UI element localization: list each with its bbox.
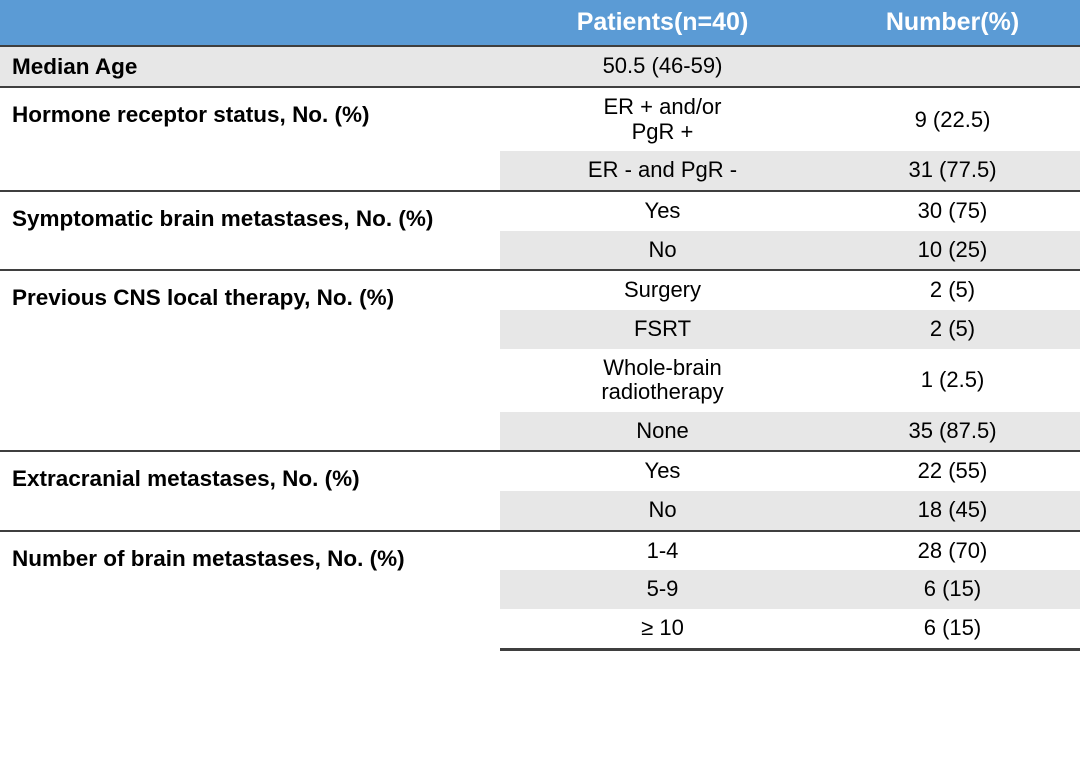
- row-category-value: [500, 270, 825, 310]
- cell-text: 50.5 (46-59): [602, 53, 723, 79]
- row-category-value: [500, 191, 825, 231]
- cell-text: FSRT: [633, 315, 692, 341]
- row-label: Extracranial metastases, No. (%): [0, 451, 500, 530]
- row-label: Number of brain metastases, No. (%): [0, 531, 500, 649]
- row-category-value: [500, 151, 825, 191]
- row-category-value: [500, 231, 825, 271]
- row-number-value: [825, 451, 1080, 491]
- cell-text: 1 (2.5): [920, 366, 985, 392]
- cell-text: Surgery: [623, 277, 702, 303]
- cell-text: Whole-brain: [603, 354, 722, 380]
- row-label: Median Age: [0, 46, 500, 87]
- cell-text: 2 (5): [929, 315, 976, 341]
- row-number-value: [825, 491, 1080, 531]
- cell-text: No: [648, 497, 677, 523]
- row-category-value: [500, 491, 825, 531]
- cell-text: PgR +: [631, 118, 694, 144]
- row-category-value: [500, 310, 825, 349]
- cell-text: 10 (25): [917, 236, 988, 262]
- cell-text: 6 (15): [923, 614, 982, 640]
- row-number-value: [825, 570, 1080, 609]
- row-number-value: [825, 349, 1080, 412]
- table-row: [0, 531, 1080, 571]
- cell-text: radiotherapy: [601, 379, 724, 405]
- row-label: Hormone receptor status, No. (%): [0, 87, 500, 191]
- row-number-value: [825, 310, 1080, 349]
- row-category-value: [500, 609, 825, 649]
- row-label: Previous CNS local therapy, No. (%): [0, 270, 500, 451]
- row-number-value: [825, 231, 1080, 271]
- table-header-row: [0, 0, 1080, 46]
- column-header-patients: Patients(n=40): [500, 0, 825, 46]
- row-number-value: [825, 87, 1080, 151]
- row-number-value: [825, 46, 1080, 87]
- cell-text: 2 (5): [929, 277, 976, 303]
- row-category-value: [500, 87, 825, 151]
- table-body: [0, 46, 1080, 649]
- cell-text: No: [648, 236, 677, 262]
- table-row: [0, 191, 1080, 231]
- row-category-value: [500, 349, 825, 412]
- table-row: [0, 270, 1080, 310]
- row-category-value: [500, 412, 825, 452]
- cell-text: Yes: [644, 198, 681, 224]
- cell-text: 9 (22.5): [914, 106, 991, 132]
- table-row: [0, 46, 1080, 87]
- column-header-characteristic: [0, 0, 500, 46]
- cell-text: 6 (15): [923, 576, 982, 602]
- row-number-value: [825, 412, 1080, 452]
- row-category-value: [500, 46, 825, 87]
- cell-text: 28 (70): [917, 537, 988, 563]
- cell-text: ER - and PgR -: [587, 157, 738, 183]
- row-category-value: [500, 531, 825, 571]
- cell-text: 35 (87.5): [908, 417, 997, 443]
- cell-text: ER + and/or: [603, 94, 722, 120]
- cell-text: ≥ 10: [641, 614, 684, 640]
- row-number-value: [825, 531, 1080, 571]
- row-category-value: [500, 451, 825, 491]
- row-number-value: [825, 609, 1080, 649]
- table-header: [0, 0, 1080, 46]
- cell-text: 1-4: [646, 537, 679, 563]
- cell-text: 31 (77.5): [908, 157, 997, 183]
- table-row: [0, 87, 1080, 151]
- row-label: Symptomatic brain metastases, No. (%): [0, 191, 500, 270]
- cell-text: 30 (75): [917, 198, 988, 224]
- cell-text: Yes: [644, 458, 681, 484]
- table-row: [0, 451, 1080, 491]
- cell-text: 5-9: [646, 576, 679, 602]
- row-category-value: [500, 570, 825, 609]
- cell-text: 18 (45): [917, 497, 988, 523]
- column-header-number: Number(%): [825, 0, 1080, 46]
- row-number-value: [825, 191, 1080, 231]
- row-number-value: [825, 151, 1080, 191]
- cell-text: 22 (55): [917, 458, 988, 484]
- row-number-value: [825, 270, 1080, 310]
- cell-text: None: [636, 417, 689, 443]
